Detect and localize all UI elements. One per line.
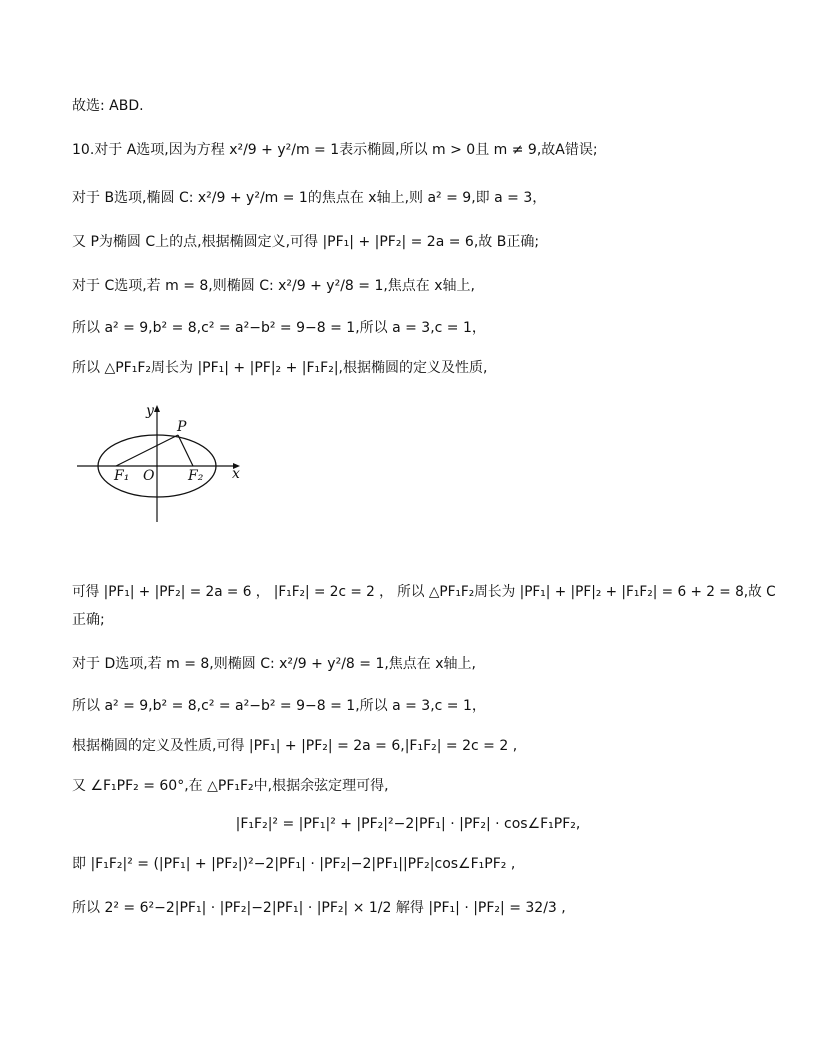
focus-f1-label: F₁ — [114, 468, 130, 484]
text-line: 对于 B选项,椭圆 C: x²/9 + y²/m = 1的焦点在 x轴上,则 a² = 9,即 a = 3， — [72, 190, 547, 206]
text-line: 对于 D选项,若 m = 8,则椭圆 C: x²/9 + y²/8 = 1,焦点在 x轴上, — [72, 656, 476, 672]
segment-pf2 — [178, 435, 193, 466]
formula-line: |F₁F₂|² = |PF₁|² + |PF₂|²−2|PF₁| · |PF₂| · cos∠F₁PF₂, — [235, 816, 581, 832]
text-line: 根据椭圆的定义及性质,可得 |PF₁| + |PF₂| = 2a = 6,|F₁F₂| = 2c = 2 , — [72, 738, 518, 754]
text-line: 对于 C选项,若 m = 8,则椭圆 C: x²/9 + y²/8 = 1,焦点在 x轴上, — [72, 278, 475, 294]
y-axis-label: y — [146, 403, 154, 419]
text-line: 10.对于 A选项,因为方程 x²/9 + y²/m = 1表示椭圆,所以 m > 0且 m ≠ 9,故A错误; — [72, 142, 598, 158]
text-line: 可得 |PF₁| + |PF₂| = 2a = 6 ， |F₁F₂| = 2c = 2 ， 所以 △PF₁F₂周长为 |PF₁| + |PF|₂ + |F₁F₂| = 6 + 2 = 8,故 C — [72, 584, 776, 600]
text-line: 所以 a² = 9,b² = 8,c² = a²−b² = 9−8 = 1,所以 a = 3,c = 1， — [72, 698, 486, 714]
text-line: 又 P为椭圆 C上的点,根据椭圆定义,可得 |PF₁| + |PF₂| = 2a = 6,故 B正确; — [72, 234, 540, 250]
text-line: 所以 a² = 9,b² = 8,c² = a²−b² = 9−8 = 1,所以 a = 3,c = 1， — [72, 320, 486, 336]
focus-f2-label: F₂ — [188, 468, 204, 484]
origin-label: O — [143, 468, 155, 484]
y-axis-arrow — [154, 405, 160, 412]
point-p-label: P — [177, 419, 187, 435]
text-line: 故选: ABD. — [72, 98, 144, 114]
ellipse-figure — [72, 398, 272, 528]
x-axis-label: x — [232, 466, 240, 482]
text-line: 所以 △PF₁F₂周长为 |PF₁| + |PF|₂ + |F₁F₂|,根据椭圆的定义及性质, — [72, 360, 488, 376]
text-line: 所以 2² = 6²−2|PF₁| · |PF₂|−2|PF₁| · |PF₂| × 1/2 解得 |PF₁| · |PF₂| = 32/3 , — [72, 900, 566, 916]
text-line: 即 |F₁F₂|² = (|PF₁| + |PF₂|)²−2|PF₁| · |PF₂|−2|PF₁||PF₂|cos∠F₁PF₂ , — [72, 856, 516, 872]
text-line: 又 ∠F₁PF₂ = 60°,在 △PF₁F₂中,根据余弦定理可得, — [72, 778, 389, 794]
text-line: 正确; — [72, 612, 105, 628]
